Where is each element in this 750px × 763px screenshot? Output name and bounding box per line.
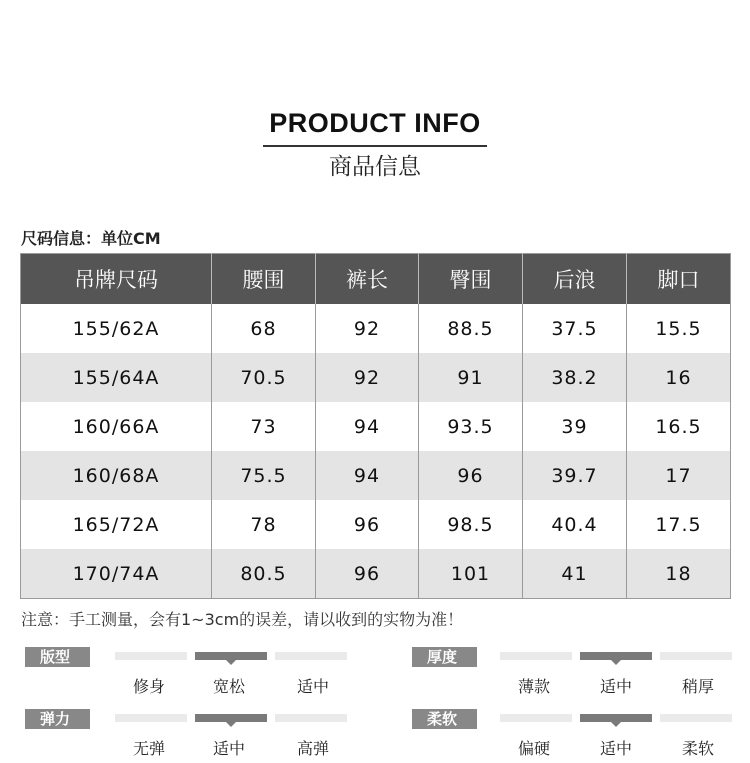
- fit-bar-2: [275, 652, 347, 660]
- table-cell: 17: [627, 451, 731, 500]
- page-title-en: PRODUCT INFO: [269, 108, 481, 138]
- measurement-note: 注意：手工测量，会有1~3cm的误差，请以收到的实物为准！: [21, 610, 464, 629]
- table-cell: 16.5: [627, 402, 731, 451]
- table-cell: 155/64A: [21, 353, 212, 402]
- thickness-bar-selected: [580, 652, 652, 660]
- table-row: [21, 402, 731, 451]
- softness-option: 柔软: [681, 739, 714, 758]
- attr-label-fit: 版型: [25, 647, 90, 667]
- stretch-bar-selected: [195, 714, 267, 722]
- softness-bar-selected: [580, 714, 652, 722]
- table-cell: 91: [419, 353, 523, 402]
- thickness-bar-0: [500, 652, 572, 660]
- table-cell: 18: [627, 549, 731, 599]
- thickness-option: 适中: [599, 677, 632, 696]
- thickness-bar-2: [660, 652, 732, 660]
- table-cell: 39.7: [523, 451, 627, 500]
- table-cell: 17.5: [627, 500, 731, 549]
- fit-bar-0: [115, 652, 187, 660]
- table-cell: 93.5: [419, 402, 523, 451]
- fit-option: 适中: [296, 677, 329, 696]
- stretch-option: 适中: [212, 739, 245, 758]
- table-row: [21, 451, 731, 500]
- table-cell: 165/72A: [21, 500, 212, 549]
- table-cell: 170/74A: [21, 549, 212, 599]
- stretch-option: 高弹: [296, 739, 329, 758]
- table-cell: 78: [212, 500, 316, 549]
- table-cell: 94: [316, 451, 419, 500]
- fit-option: 宽松: [212, 677, 245, 696]
- table-row: [21, 500, 731, 549]
- column-header: 腰围: [212, 254, 316, 305]
- table-cell: 73: [212, 402, 316, 451]
- softness-bar-0: [500, 714, 572, 722]
- table-cell: 155/62A: [21, 304, 212, 353]
- size-caption: 尺码信息：单位CM: [21, 229, 161, 248]
- column-header: 后浪: [523, 254, 627, 305]
- table-cell: 96: [316, 549, 419, 599]
- table-cell: 41: [523, 549, 627, 599]
- attr-label-softness: 柔软: [412, 709, 477, 729]
- column-header: 吊牌尺码: [21, 254, 212, 305]
- table-cell: 40.4: [523, 500, 627, 549]
- fit-option: 修身: [132, 677, 165, 696]
- attr-label-thickness: 厚度: [412, 647, 477, 667]
- table-cell: 101: [419, 549, 523, 599]
- table-cell: 70.5: [212, 353, 316, 402]
- softness-option: 适中: [599, 739, 632, 758]
- table-header-row: [21, 254, 731, 305]
- table-cell: 38.2: [523, 353, 627, 402]
- table-cell: 88.5: [419, 304, 523, 353]
- column-header: 脚口: [627, 254, 731, 305]
- fit-bar-selected: [195, 652, 267, 660]
- attr-label-stretch: 弹力: [25, 709, 90, 729]
- softness-option: 偏硬: [517, 739, 550, 758]
- thickness-option: 稍厚: [681, 677, 714, 696]
- thickness-option: 薄款: [517, 677, 550, 696]
- table-cell: 98.5: [419, 500, 523, 549]
- column-header: 臀围: [419, 254, 523, 305]
- table-cell: 160/68A: [21, 451, 212, 500]
- stretch-bar-2: [275, 714, 347, 722]
- table-cell: 160/66A: [21, 402, 212, 451]
- table-cell: 75.5: [212, 451, 316, 500]
- stretch-bar-0: [115, 714, 187, 722]
- table-row: [21, 353, 731, 402]
- title-divider: [263, 145, 487, 147]
- table-cell: 94: [316, 402, 419, 451]
- table-cell: 80.5: [212, 549, 316, 599]
- table-cell: 37.5: [523, 304, 627, 353]
- table-cell: 96: [316, 500, 419, 549]
- stretch-option: 无弹: [132, 739, 165, 758]
- table-row: [21, 549, 731, 599]
- table-row: [21, 304, 731, 353]
- table-cell: 92: [316, 353, 419, 402]
- table-cell: 68: [212, 304, 316, 353]
- table-cell: 15.5: [627, 304, 731, 353]
- table-cell: 92: [316, 304, 419, 353]
- column-header: 裤长: [316, 254, 419, 305]
- table-cell: 96: [419, 451, 523, 500]
- softness-bar-2: [660, 714, 732, 722]
- size-table: [20, 253, 731, 599]
- page-title-cn: 商品信息: [329, 154, 421, 180]
- table-cell: 16: [627, 353, 731, 402]
- table-cell: 39: [523, 402, 627, 451]
